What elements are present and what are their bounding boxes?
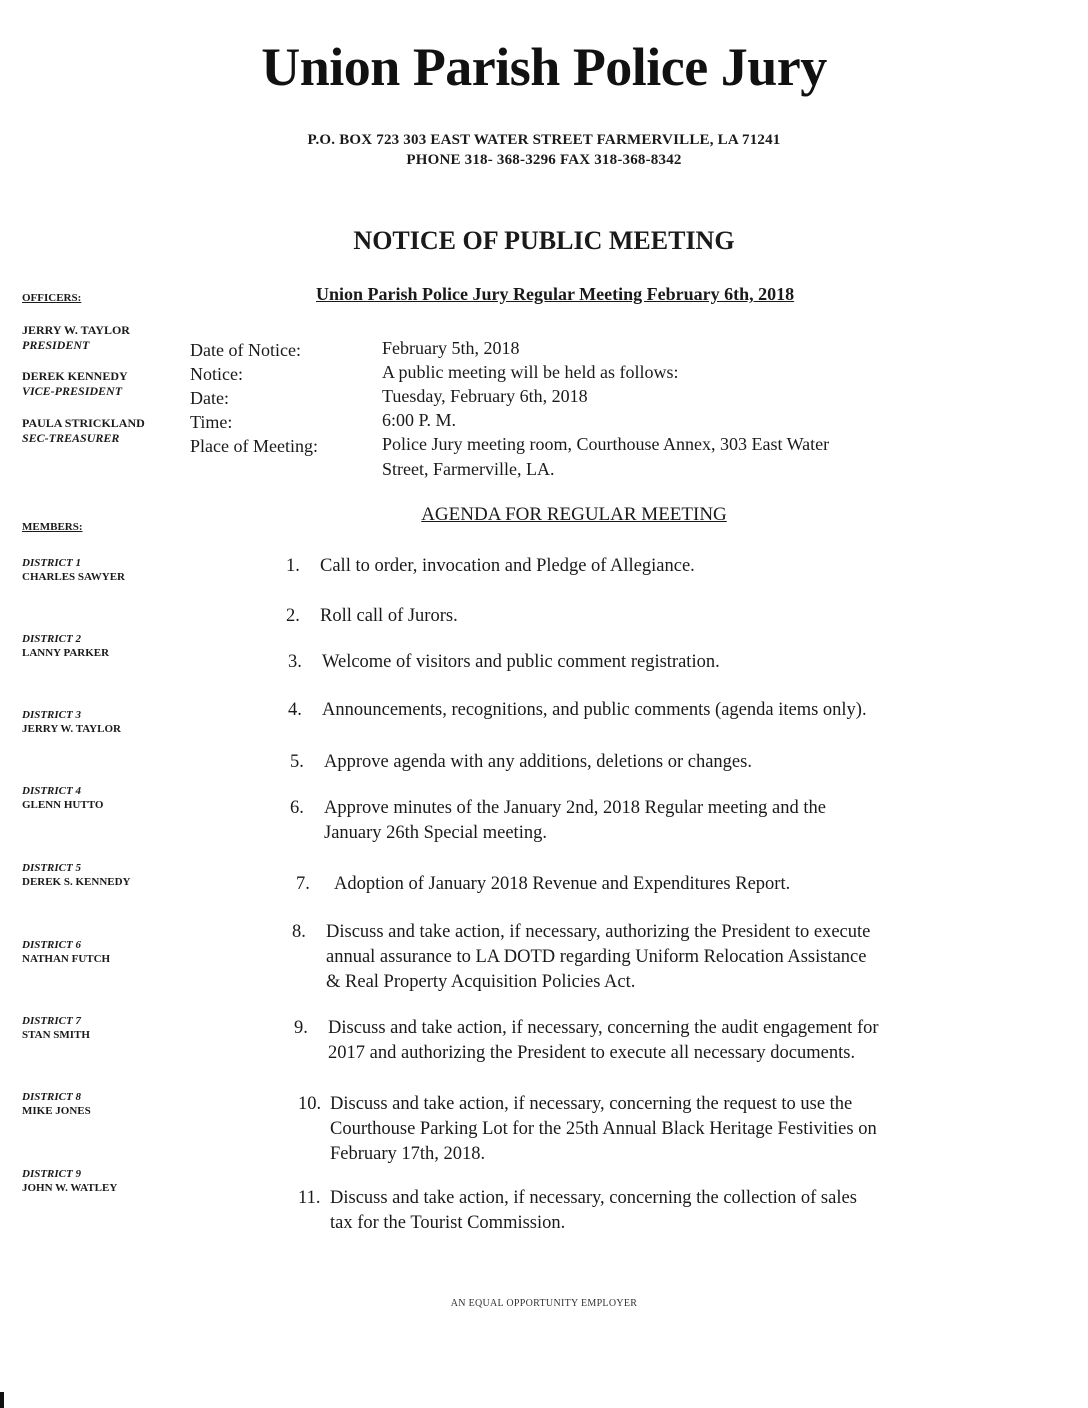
agenda-item	[286, 554, 1060, 579]
officer-title: VICE-PRESIDENT	[22, 384, 123, 398]
officer-name: PAULA STRICKLAND	[22, 416, 145, 430]
agenda-item-number: 10.	[298, 1094, 322, 1114]
member-district: DISTRICT 8	[22, 1091, 81, 1103]
agenda-item-text: Welcome of visitors and public comment registration.	[322, 652, 720, 672]
agenda-item-text: Discuss and take action, if necessary, authorizing the President to execute	[326, 922, 871, 942]
agenda-item-number: 4.	[288, 700, 302, 720]
member-district: DISTRICT 9	[22, 1168, 81, 1180]
agenda-item-text: annual assurance to LA DOTD regarding Uniform Relocation Assistance	[326, 947, 867, 967]
agenda-item-text: Discuss and take action, if necessary, concerning the request to use the	[330, 1094, 853, 1114]
agenda-item-number: 9.	[294, 1018, 308, 1038]
member-name: DEREK S. KENNEDY	[22, 876, 131, 888]
member-name: LANNY PARKER	[22, 647, 110, 659]
member-district: DISTRICT 5	[22, 862, 81, 874]
agenda-item-text: January 26th Special meeting.	[324, 823, 547, 843]
member-name: JOHN W. WATLEY	[22, 1182, 118, 1194]
agenda-item-number: 1.	[286, 556, 300, 576]
member-district: DISTRICT 7	[22, 1015, 81, 1027]
notice-title: NOTICE OF PUBLIC MEETING	[353, 226, 735, 255]
agenda-item-number: 2.	[286, 606, 300, 626]
agenda-item	[286, 604, 1060, 629]
agenda-item	[298, 1186, 1060, 1236]
member-name: GLENN HUTTO	[22, 799, 104, 811]
agenda-item-number: 3.	[288, 652, 302, 672]
notice-value: A public meeting will be held as follows:	[382, 362, 679, 382]
scan-edge-mark	[0, 1392, 4, 1408]
date-of-notice-value: February 5th, 2018	[382, 338, 520, 358]
member-name: JERRY W. TAYLOR	[22, 723, 121, 735]
officer-title: SEC-TREASURER	[22, 431, 120, 445]
agenda-item-number: 5.	[290, 752, 304, 772]
agenda-item-text: Approve minutes of the January 2nd, 2018 Regular meeting and the	[324, 798, 826, 818]
place-label: Place of Meeting:	[190, 436, 318, 456]
meeting-title: Union Parish Police Jury Regular Meeting February 6th, 2018	[316, 284, 795, 304]
notice-label: Notice:	[190, 364, 243, 384]
member-name: CHARLES SAWYER	[22, 571, 125, 583]
agenda-item-text: Approve agenda with any additions, deletions or changes.	[324, 752, 752, 772]
date-label: Date:	[190, 388, 229, 408]
agenda-item-text: 2017 and authorizing the President to execute all necessary documents.	[328, 1043, 856, 1063]
organization-name: Union Parish Police Jury	[261, 37, 827, 97]
member-name: NATHAN FUTCH	[22, 953, 111, 965]
officers-heading: OFFICERS:	[22, 292, 82, 304]
agenda-item-text: Roll call of Jurors.	[320, 606, 458, 626]
agenda-item-text: Discuss and take action, if necessary, concerning the audit engagement for	[328, 1018, 879, 1038]
agenda-item-text: Adoption of January 2018 Revenue and Expenditures Report.	[334, 874, 791, 894]
date-value: Tuesday, February 6th, 2018	[382, 386, 588, 406]
officer-title: PRESIDENT	[22, 338, 90, 352]
agenda-item	[296, 872, 1060, 897]
agenda-item	[288, 650, 1060, 675]
agenda-item-text: Discuss and take action, if necessary, concerning the collection of sales	[330, 1188, 857, 1208]
time-value: 6:00 P. M.	[382, 410, 457, 430]
agenda-item-number: 6.	[290, 798, 304, 818]
agenda-item-number: 7.	[296, 874, 310, 894]
officer-name: DEREK KENNEDY	[22, 369, 128, 383]
member-district: DISTRICT 4	[22, 785, 81, 797]
agenda-item-number: 8.	[292, 922, 306, 942]
agenda-item	[294, 1016, 1060, 1066]
agenda-item	[290, 796, 1060, 846]
member-name: STAN SMITH	[22, 1029, 90, 1041]
agenda-item-text: & Real Property Acquisition Policies Act.	[326, 972, 636, 992]
agenda-item	[290, 750, 1060, 775]
agenda-item	[292, 920, 1060, 995]
member-name: MIKE JONES	[22, 1105, 91, 1117]
agenda-item-text: tax for the Tourist Commission.	[330, 1213, 566, 1233]
agenda-title: AGENDA FOR REGULAR MEETING	[421, 504, 727, 525]
footer-text: AN EQUAL OPPORTUNITY EMPLOYER	[450, 1298, 638, 1309]
member-district: DISTRICT 1	[22, 557, 81, 569]
member-district: DISTRICT 3	[22, 709, 81, 721]
time-label: Time:	[190, 412, 233, 432]
agenda-item-text: Courthouse Parking Lot for the 25th Annual Black Heritage Festivities on	[330, 1119, 877, 1139]
agenda-item-text: February 17th, 2018.	[330, 1144, 486, 1164]
place-value: Police Jury meeting room, Courthouse Annex, 303 East Water	[382, 434, 830, 454]
phone-fax-line: PHONE 318- 368-3296 FAX 318-368-8342	[406, 152, 682, 168]
date-of-notice-label: Date of Notice:	[190, 340, 301, 360]
place-value-continued: Street, Farmerville, LA.	[382, 459, 555, 479]
officer-name: JERRY W. TAYLOR	[22, 323, 130, 337]
agenda-item-number: 11.	[298, 1188, 321, 1208]
members-heading: MEMBERS:	[22, 521, 83, 533]
agenda-item-text: Announcements, recognitions, and public comments (agenda items only).	[322, 700, 867, 720]
address-line: P.O. BOX 723 303 EAST WATER STREET FARMERVILLE, LA 71241	[307, 132, 781, 148]
agenda-item	[298, 1092, 1060, 1167]
member-district: DISTRICT 6	[22, 939, 81, 951]
agenda-item-text: Call to order, invocation and Pledge of Allegiance.	[320, 556, 695, 576]
member-district: DISTRICT 2	[22, 633, 81, 645]
agenda-item	[288, 698, 1060, 723]
